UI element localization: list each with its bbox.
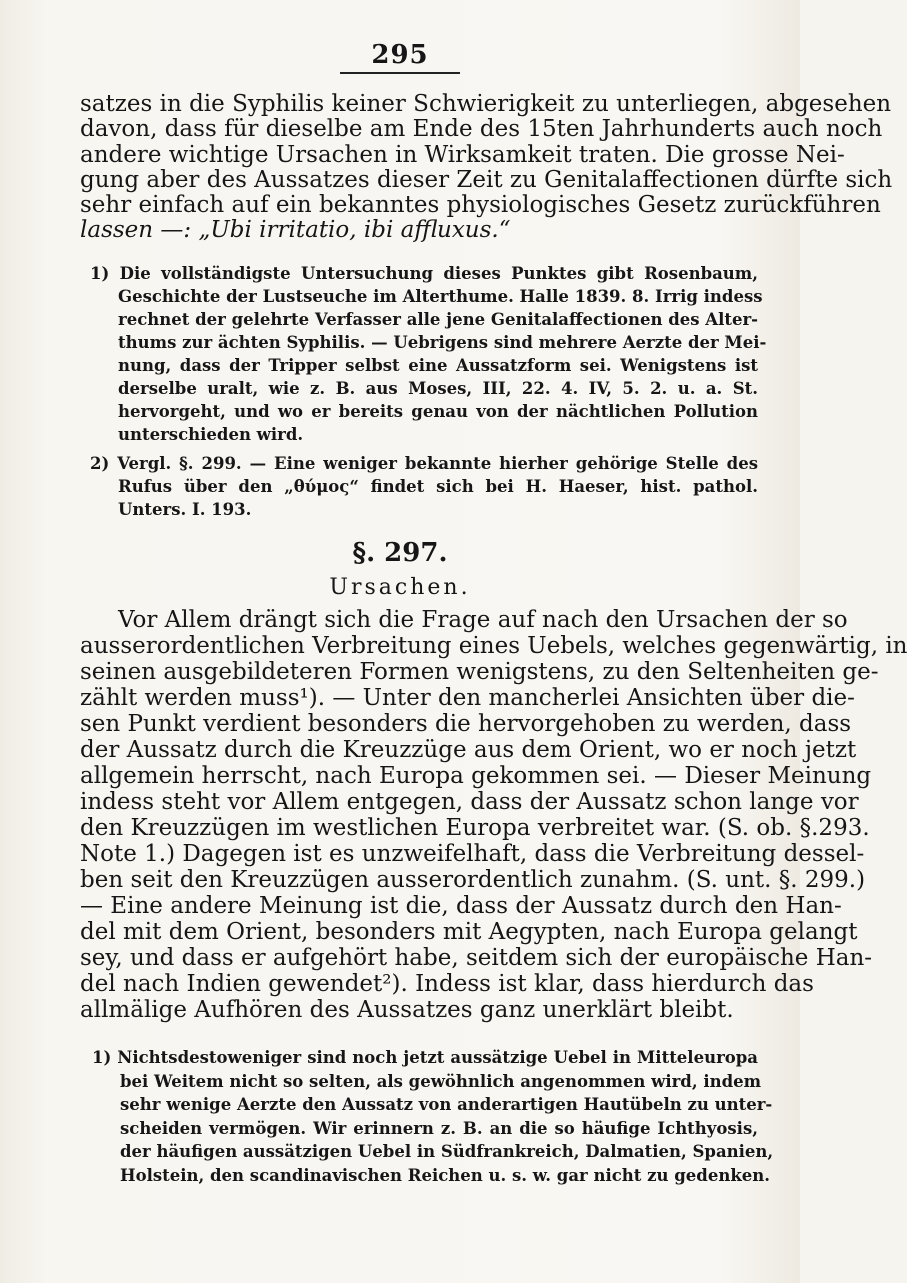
text-line: sey, und dass er aufgehört habe, seitdem sich der europäische Han- [80,945,873,971]
footnote-1 [90,262,767,446]
text-line: zählt werden muss¹). — Unter den mancherlei Ansichten über die- [80,685,855,711]
text-line: Note 1.) Dagegen ist es unzweifelhaft, dass die Verbreitung dessel- [80,841,865,867]
footnote-line: unterschieden wird. [118,425,304,444]
section-body [80,607,907,1023]
continuation-paragraph [80,91,893,244]
footnote-line: derselbe uralt, wie z. B. aus Moses, III, 22. 4. IV, 5. 2. u. a. St. [118,379,758,398]
footnote-line: der häufigen aussätzigen Uebel in Südfrankreich, Dalmatien, Spanien, [120,1142,774,1161]
text-line: den Kreuzzügen im westlichen Europa verbreitet war. (S. ob. §.293. [80,815,870,841]
page-number-rule [340,72,460,74]
footnote-line: rechnet der gelehrte Verfasser alle jene Genitalaffectionen des Alter- [118,310,759,329]
footnote-line: scheiden vermögen. Wir erinnern z. B. an die so häufige Ichthyosis, [120,1118,758,1138]
text-line: del mit dem Orient, besonders mit Aegypten, nach Europa gelangt [80,919,858,945]
text-line: davon, dass für dieselbe am Ende des 15ten Jahrhunderts auch noch [80,116,883,143]
footnote-line: bei Weitem nicht so selten, als gewöhnlich angenommen wird, indem [120,1071,762,1091]
text-line: gung aber des Aussatzes dieser Zeit zu Genitalaffectionen dürfte sich [80,166,893,193]
text-line: allmälige Aufhören des Aussatzes ganz unerklärt bleibt. [80,997,734,1023]
footnotes-top [90,262,767,521]
footnote-line: nung, dass der Tripper selbst eine Aussatzform sei. Wenigstens ist [118,356,758,375]
text-line: andere wichtige Ursachen in Wirksamkeit traten. Die grosse Nei- [80,141,845,168]
footnote-2 [90,452,758,521]
footnote-line: Geschichte der Lustseuche im Alterthume. Halle 1839. 8. Irrig indess [118,287,763,306]
footnote-line: Rufus über den „θύμος“ findet sich bei H. Haeser, hist. pathol. [118,477,758,496]
text-line: lassen —: „Ubi irritatio, ibi affluxus.“ [80,217,511,244]
text-line: der Aussatz durch die Kreuzzüge aus dem Orient, wo er noch jetzt [80,737,857,763]
footnote-line: Unters. I. 193. [118,500,252,519]
text-line: ausserordentlichen Verbreitung eines Uebels, welches gegenwärtig, in [80,633,907,659]
section-title: Ursachen. [329,575,471,600]
text-line: Vor Allem drängt sich die Frage auf nach den Ursachen der so [118,607,848,633]
text-line: allgemein herrscht, nach Europa gekommen sei. — Dieser Meinung [80,763,872,789]
footnote-line: sehr wenige Aerzte den Aussatz von anderartigen Hautübeln zu unter- [120,1095,773,1114]
text-line: — Eine andere Meinung ist die, dass der Aussatz durch den Han- [80,893,842,919]
text-line: seinen ausgebildeteren Formen wenigstens, zu den Seltenheiten ge- [80,659,879,685]
footnote-line: 2) Vergl. §. 299. — Eine weniger bekannte hierher gehörige Stelle des [90,454,758,473]
footnote-line: hervorgeht, und wo er bereits genau von der nächtlichen Pollution [118,402,758,421]
text-line: satzes in die Syphilis keiner Schwierigkeit zu unterliegen, abgesehen [80,91,892,117]
section-number: §. 297. [352,538,448,568]
footnote-line: thums zur ächten Syphilis. — Uebrigens sind mehrere Aerzte der Mei- [118,333,767,352]
page-number: 295 [371,40,429,70]
text-line: ben seit den Kreuzzügen ausserordentlich zunahm. (S. unt. §. 299.) [80,867,866,893]
text-line: sehr einfach auf ein bekanntes physiologisches Gesetz zurückführen [80,192,881,219]
footnote-bottom [92,1046,774,1187]
footnote-line: Holstein, den scandinavischen Reichen u. s. w. gar nicht zu gedenken. [120,1165,770,1185]
text-line: del nach Indien gewendet²). Indess ist klar, dass hierdurch das [80,971,814,997]
footnote-line: 1) Die vollständigste Untersuchung dieses Punktes gibt Rosenbaum, [90,264,758,283]
footnote-line: 1) Nichtsdestoweniger sind noch jetzt aussätzige Uebel in Mitteleuropa [92,1048,758,1067]
text-line: sen Punkt verdient besonders die hervorgehoben zu werden, dass [80,711,852,737]
text-line: indess steht vor Allem entgegen, dass der Aussatz schon lange vor [80,789,859,815]
